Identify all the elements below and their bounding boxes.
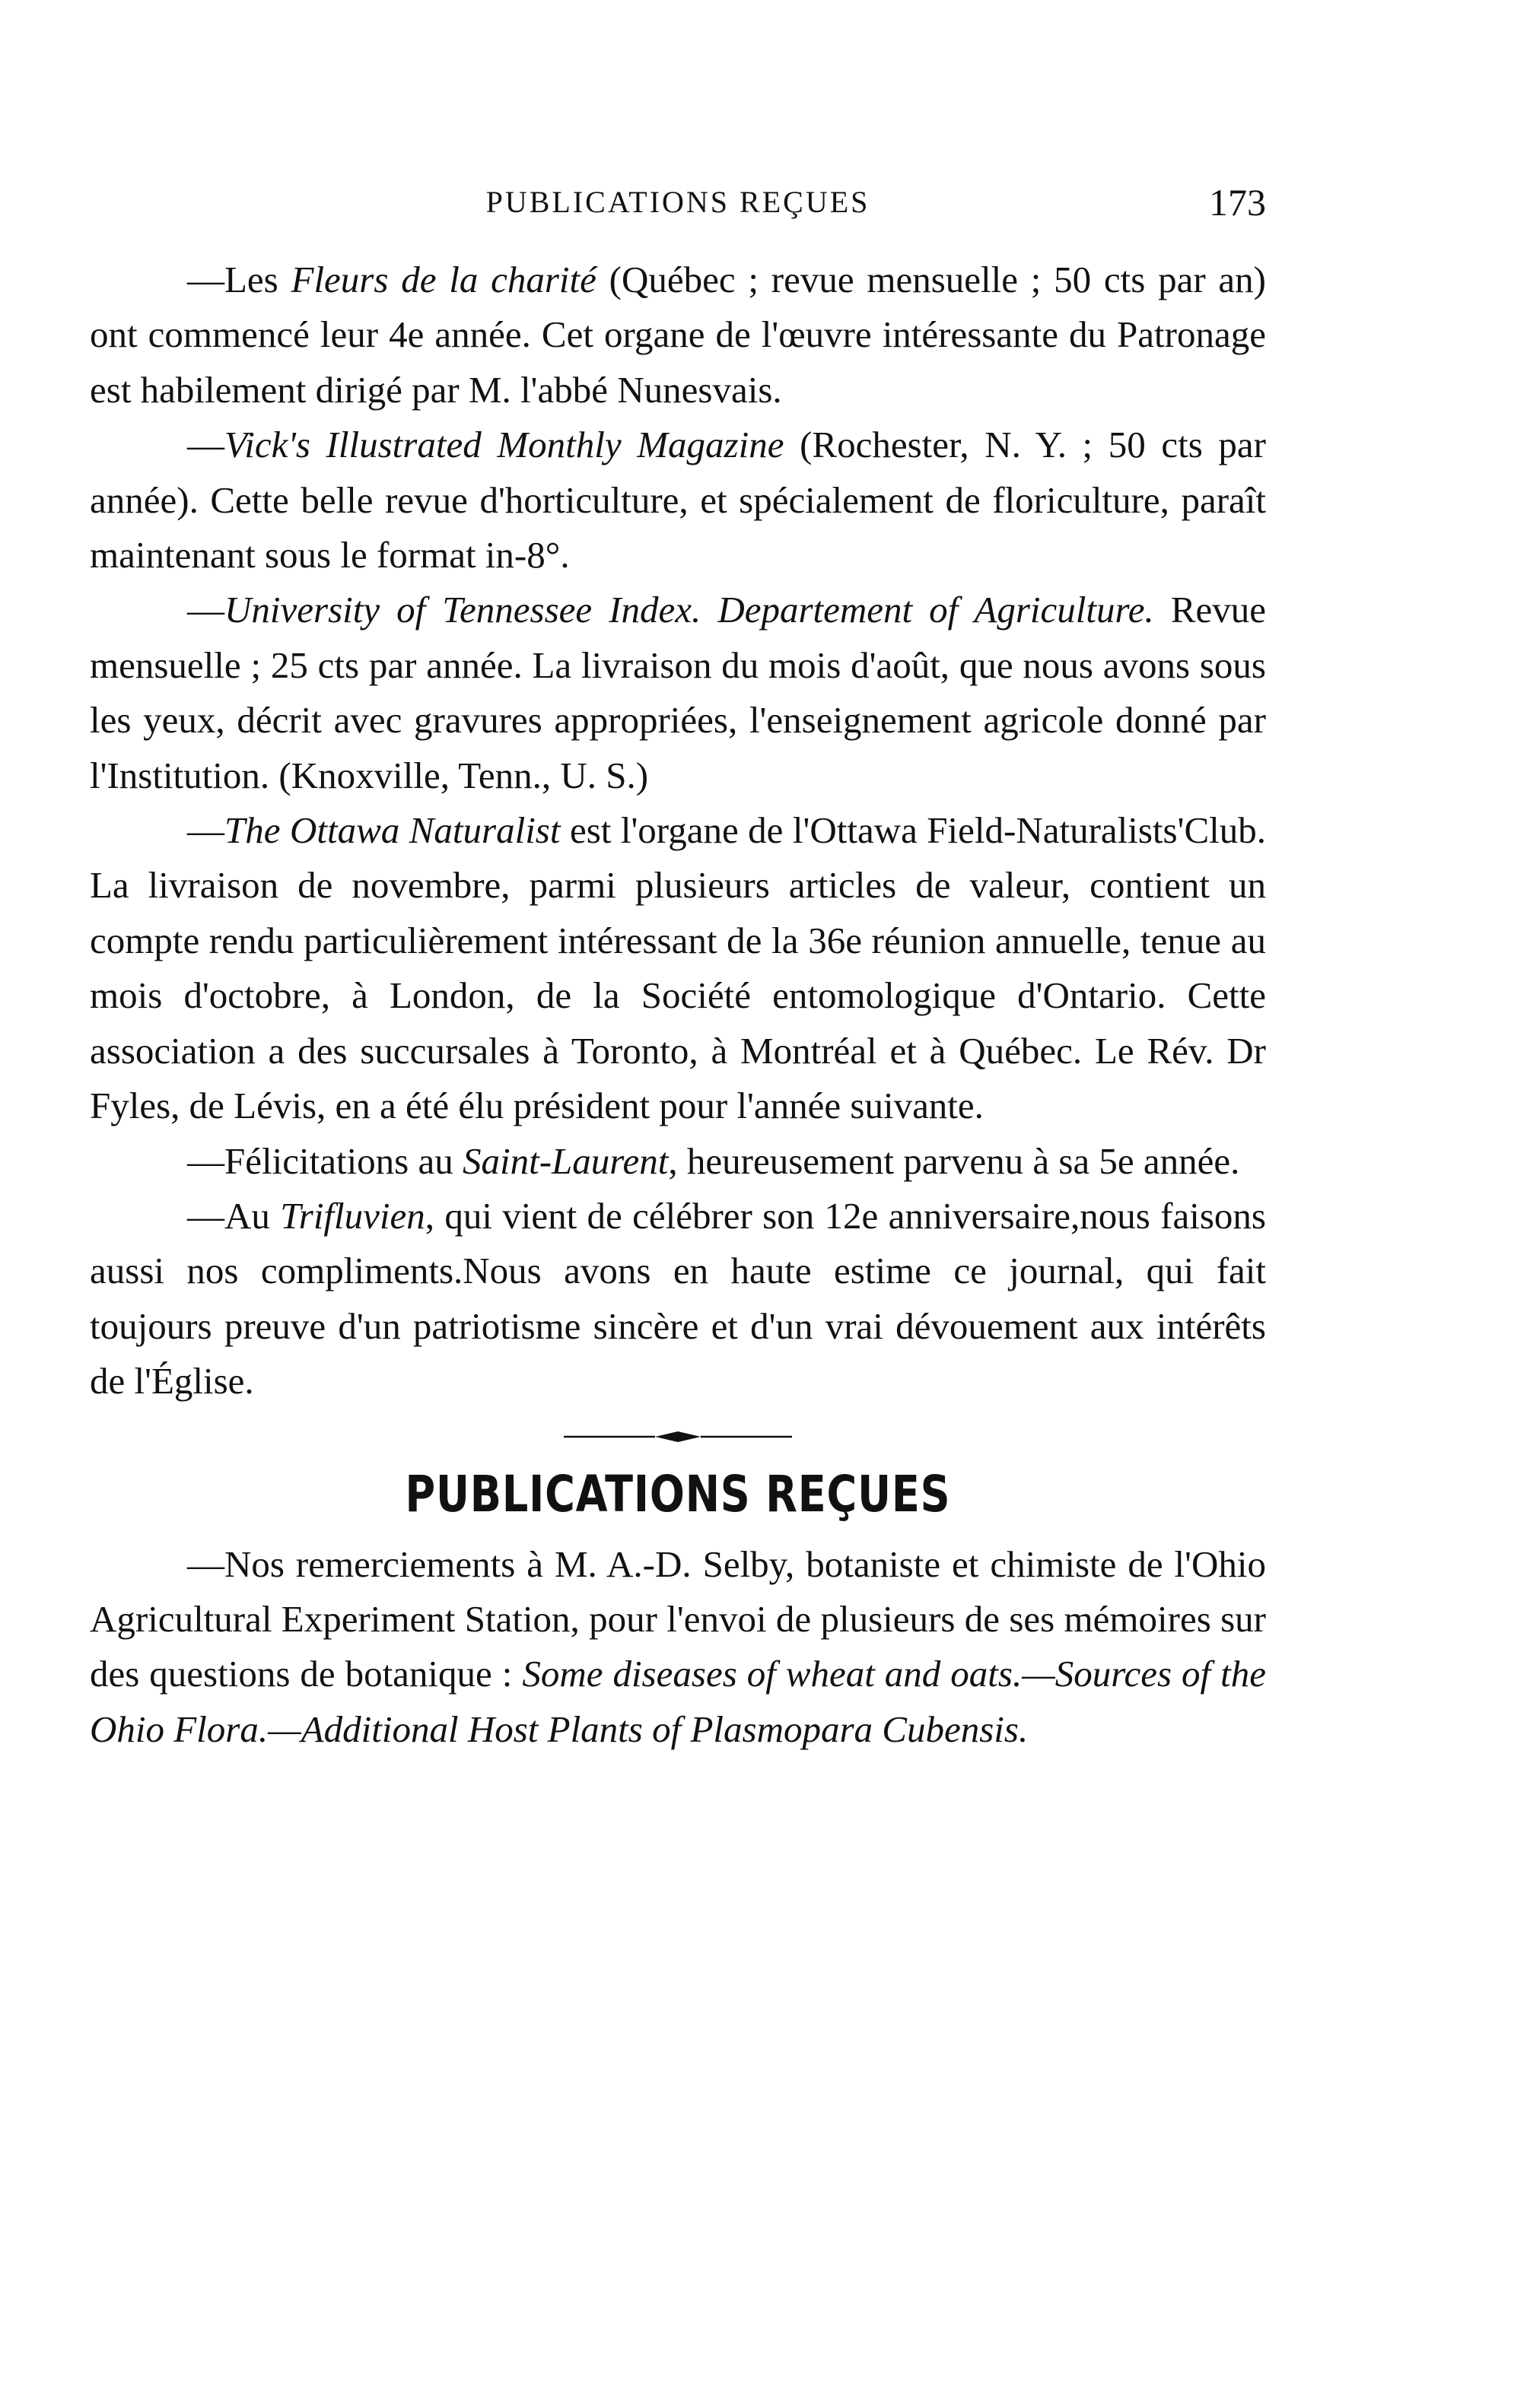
text-run: —Au [187,1194,281,1237]
paragraph [90,803,1266,1133]
text-run: — [187,424,224,466]
italic-title: The Ottawa Naturalist [224,809,561,852]
italic-title: Trifluvien [280,1194,425,1237]
section-divider-ornament [90,1417,1266,1450]
paragraph [90,418,1266,583]
text-run: —Félicitations au [187,1139,463,1182]
paragraph [90,253,1266,418]
body-text [90,253,1266,1409]
italic-title: Some diseases of wheat and oats.—Sources of the Ohio Flora.—Additional Host Plants of Plasmopara Cubensis. [90,1653,1266,1750]
page [90,179,1266,1757]
text-run: — [187,589,224,631]
text-run: , qui vient de célébrer son 12e anniversaire,nous faisons aussi nos compliments.Nous avons en haute estime ce journal, qui fait toujours preuve d'un patriotisme sincère et d'un vrai dévouement aux intérêts de l'Église. [90,1194,1266,1403]
text-run: (Québec ; revue mensuelle ; 50 cts par an) ont commencé leur 4e année. Cet organe de l'œuvre intéressante du Patronage est habilement dirigé par M. l'abbé Nunesvais. [90,259,1266,411]
page-number: 173 [1209,181,1266,224]
paragraph [90,1537,1266,1758]
italic-title: University of Tennessee Index. Departement of Agriculture. [224,589,1154,631]
paragraph [90,583,1266,803]
italic-title: Saint-Laurent [463,1139,669,1182]
divider-icon [564,1429,792,1444]
italic-title: Fleurs de la charité [291,259,596,300]
text-run: — [187,809,224,852]
text-run: (Rochester, N. Y. ; 50 cts par année). Cette belle revue d'horticulture, et spécialement de floriculture, paraît maintenant sous le format in-8°. [90,424,1266,577]
section-heading: PUBLICATIONS REÇUES [405,1464,951,1523]
section-body [90,1537,1266,1758]
text-run: est l'organe de l'Ottawa Field-Naturalists'Club. La livraison de novembre, parmi plusieurs articles de valeur, contient un compte rendu particulièrement intéressant de la 36e réunion annuelle, tenue au mois d'octobre, à London, de la Société entomologique d'Ontario. Cette association a des succursales à Toronto, à Montréal et à Québec. Le Rév. Dr Fyles, de Lévis, en a été élu président pour l'année suivante. [90,809,1266,1127]
paragraph [90,1189,1266,1409]
text-run: Revue mensuelle ; 25 cts par année. La livraison du mois d'août, que nous avons sous les yeux, décrit avec gravures appropriées, l'enseignement agricole donné par l'Institution. (Knoxville, Tenn., U. S.) [90,589,1266,796]
running-title: PUBLICATIONS REÇUES [485,185,870,219]
italic-title: Vick's Illustrated Monthly Magazine [224,424,784,466]
text-run: , heureusement parvenu à sa 5e année. [668,1139,1240,1182]
running-head [90,179,1266,225]
text-run: —Les [187,259,291,300]
text-run: —Nos remerciements à M. A.-D. Selby, botaniste et chimiste de l'Ohio Agricultural Experiment Station, pour l'envoi de plusieurs de ses mémoires sur des questions de botanique : [90,1542,1266,1695]
paragraph [90,1134,1266,1189]
